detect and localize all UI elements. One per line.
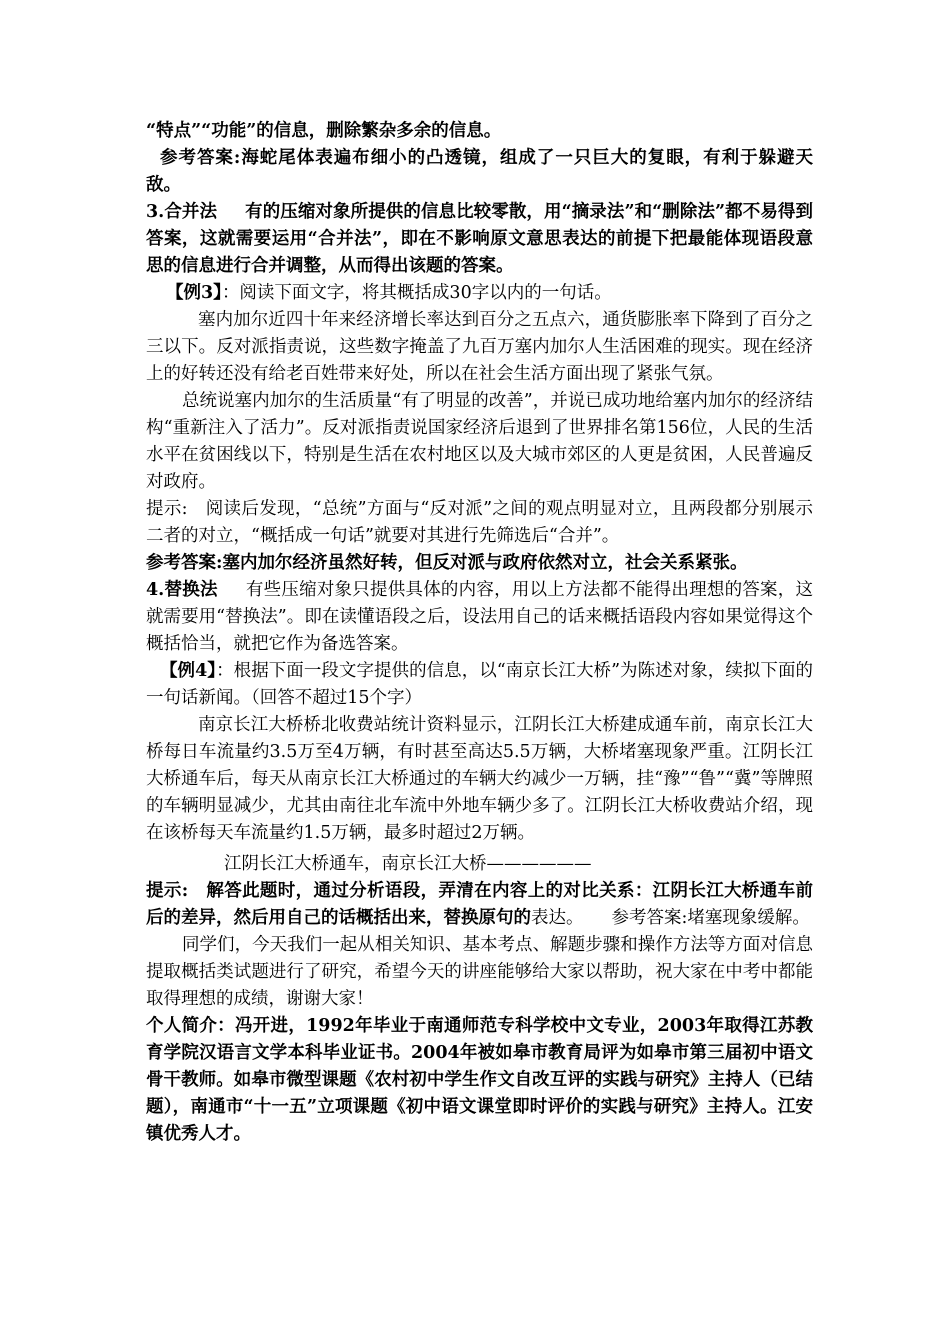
answer-text: 海蛇尾体表遍布细小的凸透镜，组成了一只巨大的复眼，有利于躲避天敌。 — [146, 148, 813, 195]
paragraph-intro: “特点”“功能”的信息，删除繁杂多余的信息。 — [146, 121, 502, 141]
example-4-instruction: ：根据下面一段文字提供的信息，以“南京长江大桥”为陈述对象，续拟下面的一句话新闻。（回答不超过15个字） — [146, 661, 813, 708]
section-3 — [146, 199, 813, 280]
example-3-paragraph-1: 塞内加尔近四十年来经济增长率达到百分之五点六，通货膨胀率下降到了百分之三以下。反对派指责说，这些数字掩盖了九百万塞内加尔人生活困难的现实。现在经济上的好转还没有给老百姓带来好处，所以在社会生活方面出现了紧张气氛。 — [146, 310, 813, 384]
answer-4-label: 参考答案: — [611, 908, 688, 928]
example-3-paragraph-2: 总统说塞内加尔的生活质量“有了明显的改善”，并说已成功地给塞内加尔的经济结构“重新注入了活力”。反对派指责说国家经济后退到了世界排名第156位，人民的生活水平在贫困线以下，特别是生活在农村地区以及大城市郊区的人更是贫困，人民普遍反对政府。 — [146, 391, 813, 492]
hint-4-tail: 表达。 — [531, 908, 584, 928]
answer-3 — [146, 550, 813, 577]
section-4-text: 有些压缩对象只提供具体的内容，用以上方法都不能得出理想的答案，这就需要用“替换法”。即在读懂语段之后，设法用自己的话来概括语段内容如果觉得这个概括恰当，就把它作为备选答案。 — [146, 580, 813, 654]
hint-4 — [146, 878, 813, 932]
example-4-blank: 江阴长江大桥通车，南京长江大桥—————— — [224, 854, 592, 874]
answer-3-text: 塞内加尔经济虽然好转，但反对派与政府依然对立，社会关系紧张。 — [222, 553, 748, 573]
section-4 — [146, 577, 813, 658]
document-page — [146, 118, 813, 1148]
author-bio: 个人简介：冯开进，1992年毕业于南通师范专科学校中文专业，2003年取得江苏教育学院汉语言文学本科毕业证书。2004年被如皋市教育局评为如皋市第三届初中语文骨干教师。如皋市微型课题《农村初中学生作文自改互评的实践与研究》主持人（已结题），南通市“十一五”立项课题《初中语文课堂即时评价的实践与研究》主持人。江安镇优秀人才。 — [146, 1016, 813, 1144]
answer-2 — [146, 145, 813, 199]
example-4-label: 【例4】 — [160, 661, 217, 681]
example-3-label: 【例3】 — [166, 283, 222, 303]
answer-label: 参考答案: — [160, 148, 241, 168]
hint-4-bold: 提示: 解答此题时，通过分析语段，弄清在内容上的对比关系：江阴长江大桥通车前后的差异，然后用自己的话概括出来，替换原句的 — [146, 881, 813, 928]
answer-4-text: 堵塞现象缓解。 — [687, 908, 810, 928]
example-3-heading — [146, 280, 813, 307]
section-3-title: 3.合并法 — [146, 202, 218, 222]
example-3-instruction: ：阅读下面文字，将其概括成30字以内的一句话。 — [221, 283, 612, 303]
answer-3-label: 参考答案: — [146, 553, 223, 573]
section-3-text: 有的压缩对象所提供的信息比较零散，用“摘录法”和“删除法”都不易得到答案，这就需要运用“合并法”，即在不影响原文意思表达的前提下把最能体现语段意思的信息进行合并调整，从而得出该题的答案。 — [146, 202, 813, 276]
closing-paragraph: 同学们，今天我们一起从相关知识、基本考点、解题步骤和操作方法等方面对信息提取概括类试题进行了研究，希望今天的讲座能够给大家以帮助，祝大家在中考中都能取得理想的成绩，谢谢大家！ — [146, 935, 813, 1009]
hint-3: 提示: 阅读后发现，“总统”方面与“反对派”之间的观点明显对立，且两段都分别展示二者的对立，“概括成一句话”就要对其进行先筛选后“合并”。 — [146, 499, 813, 546]
section-4-title: 4.替换法 — [146, 580, 218, 600]
example-4-paragraph: 南京长江大桥桥北收费站统计资料显示，江阴长江大桥建成通车前，南京长江大桥每日车流量约3.5万至4万辆，有时甚至高达5.5万辆，大桥堵塞现象严重。江阴长江大桥通车后，每天从南京长江大桥通过的车辆大约减少一万辆，挂“豫”“鲁”“冀”等牌照的车辆明显减少，尤其由南往北车流中外地车辆少多了。江阴长江大桥收费站介绍，现在该桥每天车流量约1.5万辆，最多时超过2万辆。 — [146, 715, 813, 843]
example-4-heading — [146, 658, 813, 712]
